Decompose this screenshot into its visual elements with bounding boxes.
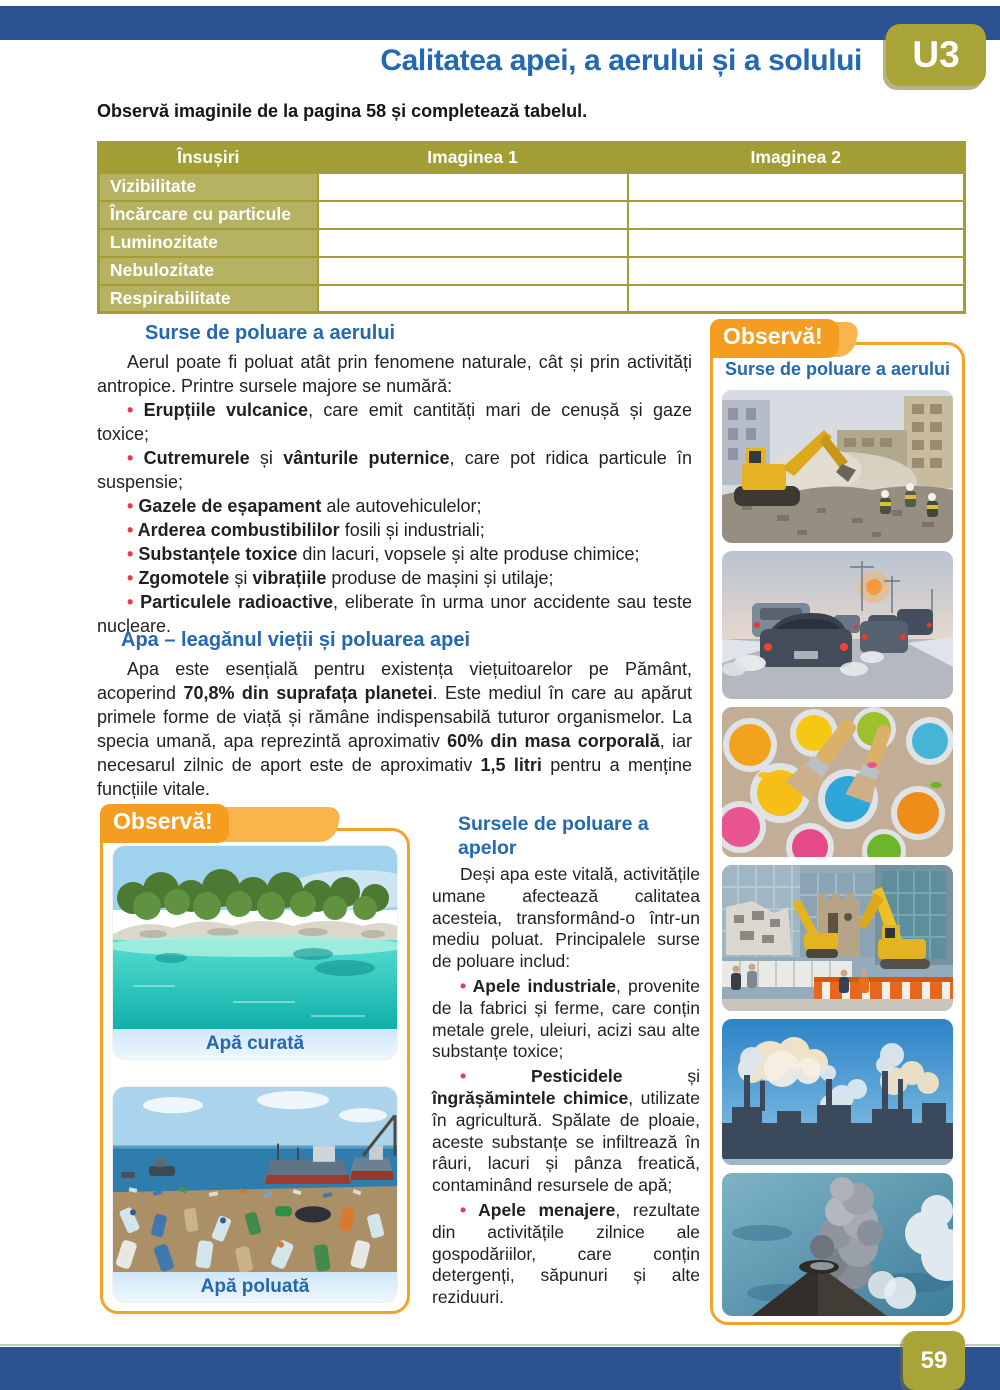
footer-divider — [0, 1344, 1000, 1346]
water-bullet: • Apele industriale, provenite de la fabrici și ferme, care conțin metale grele, uleiuri, acizi sau alte substanțe toxice; — [432, 976, 700, 1063]
comparison-table — [97, 141, 966, 314]
row-label: Vizibilitate — [99, 173, 318, 201]
water-bullet: • Apele menajere, rezultate din activitățile zilnice ale gospodăriilor, care conțin detergenți, săpunuri și alte reziduuri. — [432, 1200, 700, 1309]
row-label: Nebulozitate — [99, 257, 318, 285]
unit-badge: U3 — [886, 24, 986, 86]
empty-cell — [628, 257, 965, 285]
water-sources-section — [432, 812, 700, 1309]
col-header-imaginea2: Imaginea 2 — [628, 143, 965, 173]
photo-earthquake-rubble-dust — [722, 390, 953, 543]
photo-winter-traffic-exhaust — [722, 551, 953, 699]
row-label: Încărcare cu particule — [99, 201, 318, 229]
air-bullet: • Gazele de eșapament ale autovehiculelor; — [97, 494, 692, 518]
page-title: Calitatea apei, a aerului și a solului — [380, 44, 862, 77]
figure-polluted-water — [113, 1087, 397, 1302]
photo-volcano-ash-eruption — [722, 1173, 953, 1316]
observa-box-water — [100, 828, 410, 1314]
figure-clean-water — [113, 846, 397, 1059]
col-header-insusiri: Însușiri — [99, 143, 318, 173]
table-row — [99, 257, 965, 285]
row-label: Luminozitate — [99, 229, 318, 257]
water-sources-title: Sursele de poluare a apelor — [458, 813, 649, 859]
caption-clean-water: Apă curată — [113, 1029, 397, 1059]
caption-polluted-water: Apă poluată — [113, 1272, 397, 1302]
water-paragraph: Apa este esențială pentru existența viețuitoarelor pe Pământ, acoperind 70,8% din suprafața planetei. Este mediul în care au apărut primele forme de viață și rămâne indispensabilă tuturor organismelor. La specia umană, apa reprezintă aproximativ 60% din masa corporală, iar necesarul zilnic de aport este de aproximativ 1,5 litri pentru a menține funcțiile vitale. — [97, 659, 693, 799]
observa-badge — [100, 804, 229, 844]
photo-paint-cans-chemicals — [722, 707, 953, 857]
table-row — [99, 201, 965, 229]
air-section-title: Surse de poluare a aerului — [145, 322, 396, 344]
air-pollution-section — [97, 322, 692, 638]
air-bullet: • Substanțele toxice din lacuri, vopsele și alte produse chimice; — [97, 542, 692, 566]
table-row — [99, 285, 965, 313]
empty-cell — [628, 173, 965, 201]
empty-cell — [628, 285, 965, 313]
observa-box-air — [710, 342, 965, 1325]
table-row — [99, 173, 965, 201]
air-bullet: • Erupțiile vulcanice, care emit cantități mari de cenușă și gaze toxice; — [97, 398, 692, 446]
air-bullet: • Arderea combustibililor fosili și industriali; — [97, 518, 692, 542]
empty-cell — [318, 257, 628, 285]
photo-clean-water-lagoon — [113, 846, 397, 1029]
air-bullet: • Particulele radioactive, eliberate în urma unor accidente sau teste nucleare. — [97, 590, 692, 638]
table-header-row — [99, 143, 965, 173]
air-intro: Aerul poate fi poluat atât prin fenomene naturale, cât și prin activități antropice. Printre sursele majore se numără: — [97, 352, 692, 396]
air-bullet: • Zgomotele și vibrațiile produse de mașini și utilaje; — [97, 566, 692, 590]
top-bar — [0, 6, 1000, 40]
table-row — [99, 229, 965, 257]
badge-label: Observă! — [100, 804, 229, 843]
instruction-text: Observă imaginile de la pagina 58 și completează tabelul. — [97, 101, 588, 121]
air-photos-title: Surse de poluare a aerului — [724, 359, 951, 379]
bottom-bar — [0, 1347, 1000, 1390]
empty-cell — [318, 229, 628, 257]
photo-construction-demolition — [722, 865, 953, 1011]
water-section-title: Apa – leagănul vieții și poluarea apei — [121, 629, 471, 651]
empty-cell — [628, 201, 965, 229]
empty-cell — [318, 201, 628, 229]
badge-label: Observă! — [710, 319, 839, 358]
photo-industrial-smokestacks — [722, 1019, 953, 1165]
air-bullet: • Cutremurele și vânturile puternice, care pot ridica particule în suspensie; — [97, 446, 692, 494]
observa-badge — [710, 319, 839, 359]
photo-polluted-beach — [113, 1087, 397, 1272]
water-section — [97, 629, 692, 801]
page-number-badge: 59 — [903, 1331, 965, 1390]
empty-cell — [628, 229, 965, 257]
water-bullet: • Pesticidele și îngrășămintele chimice, utilizate în agricultură. Spălate de ploaie, aceste substanțe se infiltrează în râuri, lacuri și pânza freatică, contaminând resursele de apă; — [432, 1066, 700, 1197]
col-header-imaginea1: Imaginea 1 — [318, 143, 628, 173]
empty-cell — [318, 173, 628, 201]
water-sources-intro: Deși apa este vitală, activitățile umane afectează calitatea acesteia, transformând-o într-un mediu poluat. Principalele surse de poluare includ: — [432, 864, 700, 972]
empty-cell — [318, 285, 628, 313]
row-label: Respirabilitate — [99, 285, 318, 313]
